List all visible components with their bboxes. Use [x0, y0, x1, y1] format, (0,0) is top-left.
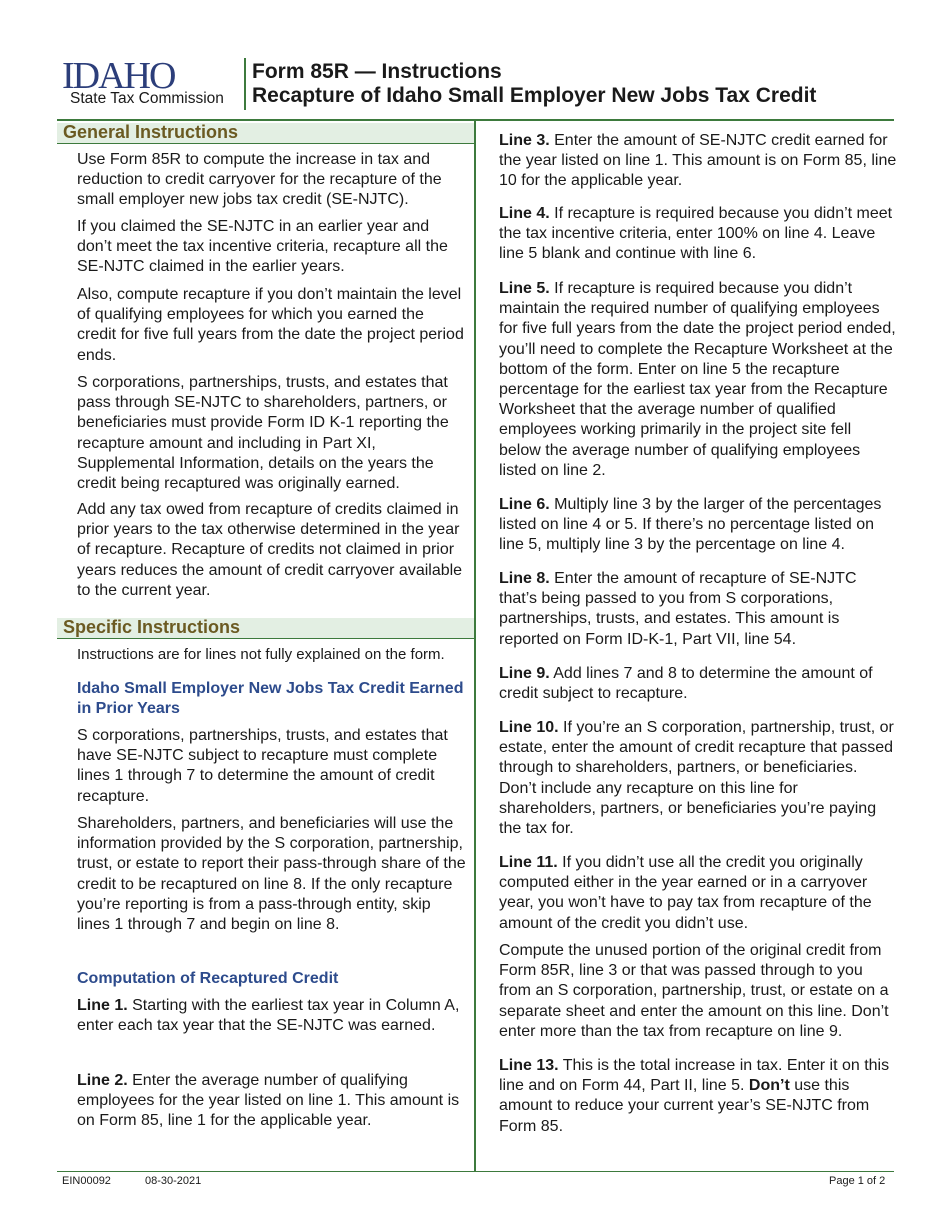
line-6-instruction [499, 495, 897, 556]
line-text: Enter the amount of recapture of SE-NJTC that’s being passed to you from S corporations, partnerships, trusts, and estates. This amount is reported on Form ID-K-1, Part VII, line 54. [499, 570, 857, 648]
line-text: Starting with the earliest tax year in Column A, enter each tax year that the SE-NJTC was earned. [77, 997, 460, 1035]
line-13-instruction [499, 1056, 897, 1137]
line-5-instruction [499, 279, 897, 481]
specific-instructions-header [57, 618, 474, 639]
line-label: Line 6. [499, 496, 550, 513]
line-11-instruction [499, 853, 897, 934]
line-2-instruction [77, 1071, 467, 1132]
line-label: Line 2. [77, 1072, 128, 1089]
page-header [62, 56, 896, 118]
line-text: use this amount to reduce your current year’s SE-NJTC from Form 85. [499, 1077, 870, 1135]
line-label: Line 8. [499, 570, 550, 587]
idaho-logo [62, 56, 240, 112]
line-8-instruction [499, 569, 897, 650]
general-para-5: Add any tax owed from recapture of credits claimed in prior years to the tax otherwise determined in the year of recapture. Recapture of credits not claimed in prior years reduces the amount of credit carryover available to the current year. [77, 501, 463, 599]
line-4-instruction [499, 204, 897, 265]
line-text: Enter the amount of SE-NJTC credit earned for the year listed on line 1. This amount is on Form 85, line 10 for the applicable year. [499, 132, 897, 190]
general-instructions-header [57, 123, 474, 144]
logo-subtitle: State Tax Commission [70, 90, 224, 107]
line-label: Line 5. [499, 280, 550, 297]
general-para-3: Also, compute recapture if you don’t maintain the level of qualifying employees for which you earned the credit for five full years from the date the project period ends. [77, 286, 464, 364]
general-para-4: S corporations, partnerships, trusts, and estates that pass through SE-NJTC to shareholders, partners, or beneficiaries must provide Form ID K-1 reporting the recapture amount and including in Part XI, Supplemental Information, details on the years the credit being recaptured was originally earned. [77, 374, 449, 493]
line-label: Line 4. [499, 205, 550, 222]
line-text: If you didn’t use all the credit you originally computed either in the year earned or in a carryover year, you won’t have to pay tax from recapture of the amount of the credit you didn’t use. [499, 854, 872, 932]
form-title: Form 85R — Instructions [252, 60, 502, 83]
specific-para-2: Shareholders, partners, and beneficiaries will use the information provided by the S corporation, partnership, trust, or estate to report their pass-through share of the credit to be recaptured on line 8. If the only recapture you’re reporting is from a pass-through entity, skip lines 1 through 7 and begin on line 8. [77, 815, 466, 934]
general-para-1: Use Form 85R to compute the increase in tax and reduction to credit carryover for the recapture of the small employer new jobs tax credit (SE-NJTC). [77, 151, 442, 209]
line-text: If recapture is required because you didn’t meet the tax incentive criteria, enter 100% on line 4. Leave line 5 blank and continue with line 6. [499, 205, 893, 263]
line-label: Line 10. [499, 719, 559, 736]
page-number: Page 1 of 2 [829, 1175, 886, 1187]
specific-intro: Instructions are for lines not fully explained on the form. [77, 646, 445, 663]
header-divider [244, 58, 246, 110]
form-code: EIN00092 [62, 1175, 111, 1187]
line-label: Line 13. [499, 1057, 559, 1074]
section-heading: Specific Instructions [63, 617, 241, 637]
logo-wordmark: IDAHO [62, 55, 175, 97]
line-label: Line 11. [499, 854, 558, 871]
emphasis-dont: Don’t [748, 1077, 790, 1095]
specific-para-1: S corporations, partnerships, trusts, and estates that have SE-NJTC subject to recapture must complete lines 1 through 7 to determine the amount of credit recapture. [77, 727, 448, 805]
subhead-prior-years: Idaho Small Employer New Jobs Tax Credit Earned in Prior Years [77, 680, 464, 718]
line-text: Add lines 7 and 8 to determine the amount of credit subject to recapture. [499, 665, 873, 703]
line-label: Line 1. [77, 997, 128, 1014]
line-label: Line 9. [499, 665, 550, 682]
form-subtitle: Recapture of Idaho Small Employer New Jobs Tax Credit [252, 84, 817, 107]
line-9-instruction [499, 664, 897, 704]
line-1-instruction [77, 996, 467, 1036]
line-11-continued: Compute the unused portion of the original credit from Form 85R, line 3 or that was passed through to you from an S corporation, partnership, trust, or estate on a separate sheet and enter the amount on this line. Don’t enter more than the tax from recapture on line 9. [499, 942, 889, 1040]
column-divider [474, 121, 476, 1172]
line-text: Enter the average number of qualifying employees for the year listed on line 1. This amount is on Form 85, line 1 for the applicable year. [77, 1072, 460, 1130]
bottom-rule [57, 1171, 894, 1172]
line-text: This is the total increase in tax. Enter it on this line and on Form 44, Part II, line 5. [499, 1057, 890, 1095]
line-text: If recapture is required because you didn’t maintain the required number of qualifying employees for five full years from the date the project period ended, you’ll need to complete the Recapture Worksheet at the bottom of the form. Enter on line 5 the recapture percentage for the earliest tax year from the Recapture Worksheet that the average number of qualified employees working primarily in the project site fell below the average number of qualifying employees listed on line 2. [499, 280, 896, 479]
line-text: Multiply line 3 by the larger of the percentages listed on line 4 or 5. If there’s no percentage listed on line 5, multiply line 3 by the percentage on line 4. [499, 496, 882, 554]
line-3-instruction [499, 131, 897, 192]
general-para-2: If you claimed the SE-NJTC in an earlier year and don’t meet the tax incentive criteria, recapture all the SE-NJTC claimed in the earlier years. [77, 218, 448, 276]
subhead-computation: Computation of Recaptured Credit [77, 970, 339, 987]
line-10-instruction [499, 718, 897, 839]
section-heading: General Instructions [63, 122, 239, 142]
line-label: Line 3. [499, 132, 550, 149]
line-text: If you’re an S corporation, partnership, trust, or estate, enter the amount of credit recapture that passed through to shareholders, partners, or beneficiaries. Don’t include any recapture on this line for shareholders, partners, or beneficiaries you’re paying the tax for. [499, 719, 894, 838]
revision-date: 08-30-2021 [145, 1175, 202, 1187]
